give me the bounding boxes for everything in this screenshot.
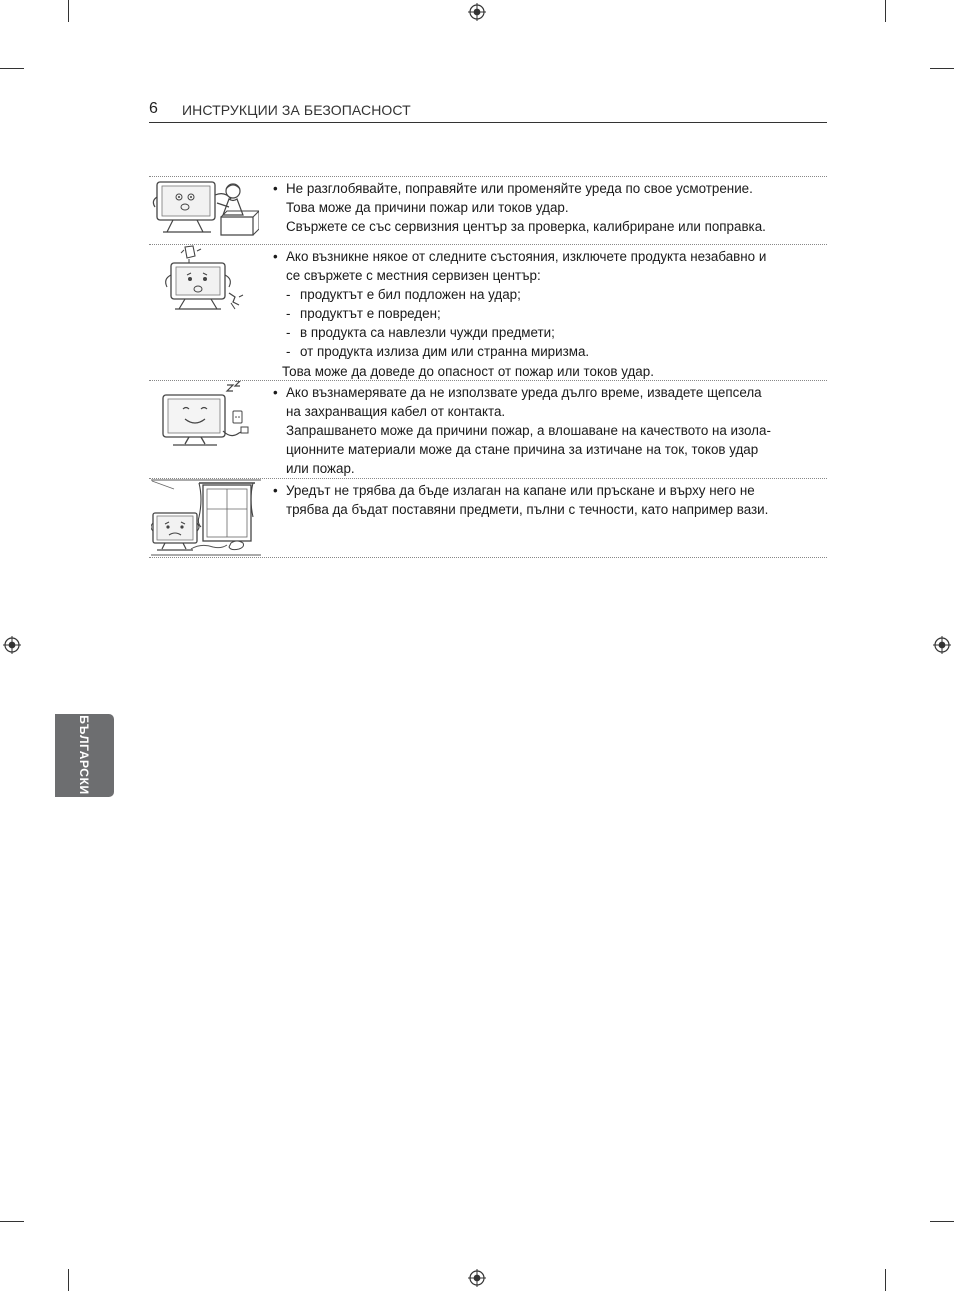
crop-mark-icon xyxy=(885,1269,886,1291)
sub-item: - от продукта излиза дим или странна миризма. xyxy=(286,344,590,360)
registration-target-icon xyxy=(468,1269,486,1287)
registration-target-icon xyxy=(3,636,21,654)
bullet: • xyxy=(273,181,278,196)
instruction-text xyxy=(271,245,827,383)
crop-mark-icon xyxy=(68,0,69,22)
unplug-tv-illustration xyxy=(151,381,259,451)
damaged-tv-illustration xyxy=(151,245,259,315)
instruction-text xyxy=(271,479,827,521)
crop-mark-icon xyxy=(0,68,24,69)
crop-mark-icon xyxy=(0,1221,24,1222)
language-label: БЪЛГАРСКИ xyxy=(77,715,91,795)
instruction-line: Ако възнамерявате да не използвате уреда дълго време, извадете щепсела xyxy=(286,385,762,400)
crop-mark-icon xyxy=(930,1221,954,1222)
crop-mark-icon xyxy=(68,1269,69,1291)
registration-target-icon xyxy=(933,636,951,654)
water-spill-tv-illustration xyxy=(151,479,261,557)
safety-instructions-table xyxy=(149,176,827,558)
bullet: • xyxy=(273,385,278,400)
instruction-row xyxy=(149,177,827,245)
instruction-line: Това може да причини пожар или токов удар. xyxy=(286,200,569,216)
instruction-text xyxy=(271,381,827,480)
instruction-line: на захранващия кабел от контакта. xyxy=(286,404,506,420)
disassembly-tv-illustration xyxy=(151,177,259,243)
section-title: ИНСТРУКЦИИ ЗА БЕЗОПАСНОСТ xyxy=(182,102,411,118)
crop-mark-icon xyxy=(885,0,886,22)
instruction-row xyxy=(149,381,827,479)
instruction-line: Не разглобявайте, поправяйте или променяйте уреда по свое усмотрение. xyxy=(286,181,753,196)
instruction-line: или пожар. xyxy=(286,461,355,477)
instruction-row xyxy=(149,479,827,558)
instruction-line: ционните материали може да стане причина за изтичане на ток, токов удар xyxy=(286,442,759,458)
instruction-line: Уредът не трябва да бъде излаган на капане или пръскане и върху него не xyxy=(286,483,755,498)
sub-item: - продуктът е повреден; xyxy=(286,306,441,322)
instruction-line: трябва да бъдат поставяни предмети, пълни с течности, като например вази. xyxy=(286,502,769,518)
instruction-text xyxy=(271,177,827,238)
instruction-footer: Това може да доведе до опасност от пожар или токов удар. xyxy=(282,363,654,379)
sub-item: - в продукта са навлезли чужди предмети; xyxy=(286,325,555,341)
bullet: • xyxy=(273,483,278,498)
instruction-row xyxy=(149,245,827,381)
page-number: 6 xyxy=(149,100,158,117)
page-header xyxy=(149,100,827,123)
instruction-line: Запрашването може да причини пожар, а влошаване на качеството на изола- xyxy=(286,423,771,439)
instruction-line: Свържете се със сервизния център за проверка, калибриране или поправка. xyxy=(286,219,766,235)
sub-item: - продуктът е бил подложен на удар; xyxy=(286,287,521,303)
language-tab xyxy=(55,714,114,797)
registration-target-icon xyxy=(468,3,486,21)
crop-mark-icon xyxy=(930,68,954,69)
instruction-line: се свържете с местния сервизен център: xyxy=(286,268,541,284)
bullet: • xyxy=(273,249,278,264)
instruction-line: Ако възникне някое от следните състояния, изключете продукта незабавно и xyxy=(286,249,767,264)
